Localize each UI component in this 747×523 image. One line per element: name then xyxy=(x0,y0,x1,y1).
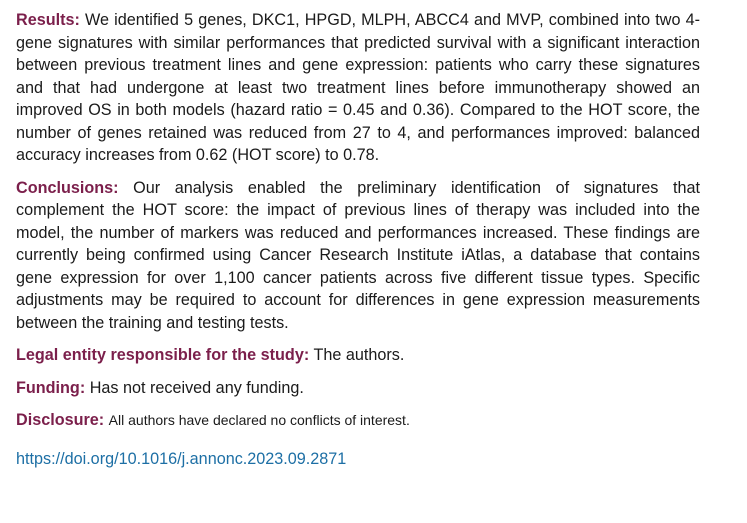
funding-paragraph xyxy=(16,377,700,400)
conclusions-heading: Conclusions: xyxy=(16,178,119,197)
disclosure-heading: Disclosure: xyxy=(16,411,105,429)
conclusions-body: Our analysis enabled the preliminary identification of signatures that complement the HOT score: the impact of previous lines of therapy was included into the model, the number of markers was reduced and performances increased. These findings are currently being confirmed using Cancer Research Institute iAtlas, a database that contains gene expression for over 1,100 cancer patients across five different tissue types. Specific adjustments may be required to account for differences in gene expression measurements between the training and testing tests. xyxy=(16,178,700,332)
funding-body: Has not received any funding. xyxy=(89,378,304,397)
legal-entity-heading: Legal entity responsible for the study: xyxy=(16,346,310,364)
results-heading: Results: xyxy=(16,11,80,29)
legal-entity-paragraph xyxy=(16,344,700,367)
legal-entity-body: The authors. xyxy=(313,346,405,364)
results-body: We identified 5 genes, DKC1, HPGD, MLPH, ABCC4 and MVP, combined into two 4-gene signatures with similar performances that predicted survival with a significant interaction between previous treatment lines and gene expression: patients who carry these signatures and that had undergone at least two treatment lines before immunotherapy showed an improved OS in both models (hazard ratio = 0.45 and 0.36). Compared to the HOT score, the number of genes retained was reduced from 27 to 4, and performances improved: balanced accuracy increases from 0.62 (HOT score) to 0.78. xyxy=(16,11,700,164)
abstract-section xyxy=(16,9,700,470)
disclosure-paragraph xyxy=(16,409,700,432)
doi-link[interactable]: https://doi.org/10.1016/j.annonc.2023.09.2871 xyxy=(16,449,347,468)
disclosure-body: All authors have declared no conflicts of interest. xyxy=(108,412,410,428)
results-paragraph xyxy=(16,9,700,167)
conclusions-paragraph xyxy=(16,177,700,335)
funding-heading: Funding: xyxy=(16,378,86,397)
